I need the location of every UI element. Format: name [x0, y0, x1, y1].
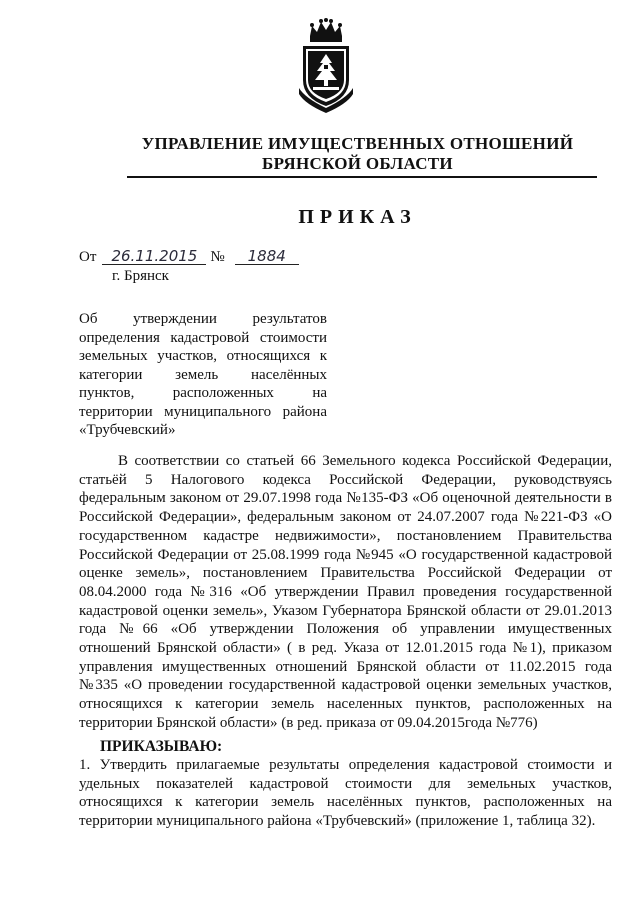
document-subject	[79, 310, 327, 440]
subject-line: земельных участков, относящихся к	[79, 348, 327, 364]
document-title: ПРИКАЗ	[298, 206, 417, 228]
preamble-paragraph: В соответствии со статьей 66 Земельного кодекса Российской Федерации, статьёй 5 Налогового кодекса Российской Федерации, руководствуясь федеральным законом от 29.07.1998 года №135-ФЗ «Об оценочной деятельности в Российской Федерации», федеральным законом от 24.07.2007 года №221-ФЗ «О государственном кадастре недвижимости», постановлением Правительства Российской Федерации от 25.08.1999 года №945 «О государственной кадастровой оценке земель», постановлением Правительства Российской Федерации от 08.04.2000 года №316 «Об утверждении Правил проведения государственной кадастровой оценки земель», Указом Губернатора Брянской области от 29.01.2013 года №66 «Об утверждении Положения об управлении имущественных отношений Брянской области» ( в ред. Указа от 12.01.2015 года №1), приказом управления имущественных отношений Брянской области от 11.02.2015 года №335 «О проведении государственной кадастровой оценки земельных участков, относящихся к категории земель населенных пунктов, расположенных на территории Брянской области» (в ред. приказа от 09.04.2015года №776)	[79, 453, 612, 731]
header-divider	[127, 176, 597, 178]
organization-name-line1: УПРАВЛЕНИЕ ИМУЩЕСТВЕННЫХ ОТНОШЕНИЙ	[141, 134, 574, 153]
date-prefix: От	[79, 249, 97, 265]
subject-line: «Трубчевский»	[79, 422, 176, 438]
subject-line: категории земель населённых	[79, 366, 327, 383]
subject-line: территории муниципального района	[79, 403, 327, 420]
order-item-1: 1. Утвердить прилагаемые результаты определения кадастровой стоимости и удельных показателей кадастровой стоимости для земельных участков, относящихся к категории земель населённых пунктов, расположенных на территории муниципального района «Трубчевский» (приложение 1, таблица 32).	[79, 757, 612, 830]
date-number-row	[79, 248, 299, 266]
subject-line: пунктов, расположенных на	[79, 385, 327, 401]
coat-of-arms-icon	[295, 18, 357, 114]
number-value: 1884	[235, 248, 299, 265]
date-value: 26.11.2015	[102, 248, 206, 265]
city: г. Брянск	[112, 268, 169, 284]
number-prefix: №	[210, 249, 225, 265]
organization-name-line2: БРЯНСКОЙ ОБЛАСТИ	[262, 154, 453, 173]
subject-line: определения кадастровой стоимости	[79, 329, 327, 346]
subject-line: Об утверждении результатов	[79, 311, 327, 327]
order-heading: ПРИКАЗЫВАЮ:	[100, 738, 223, 755]
